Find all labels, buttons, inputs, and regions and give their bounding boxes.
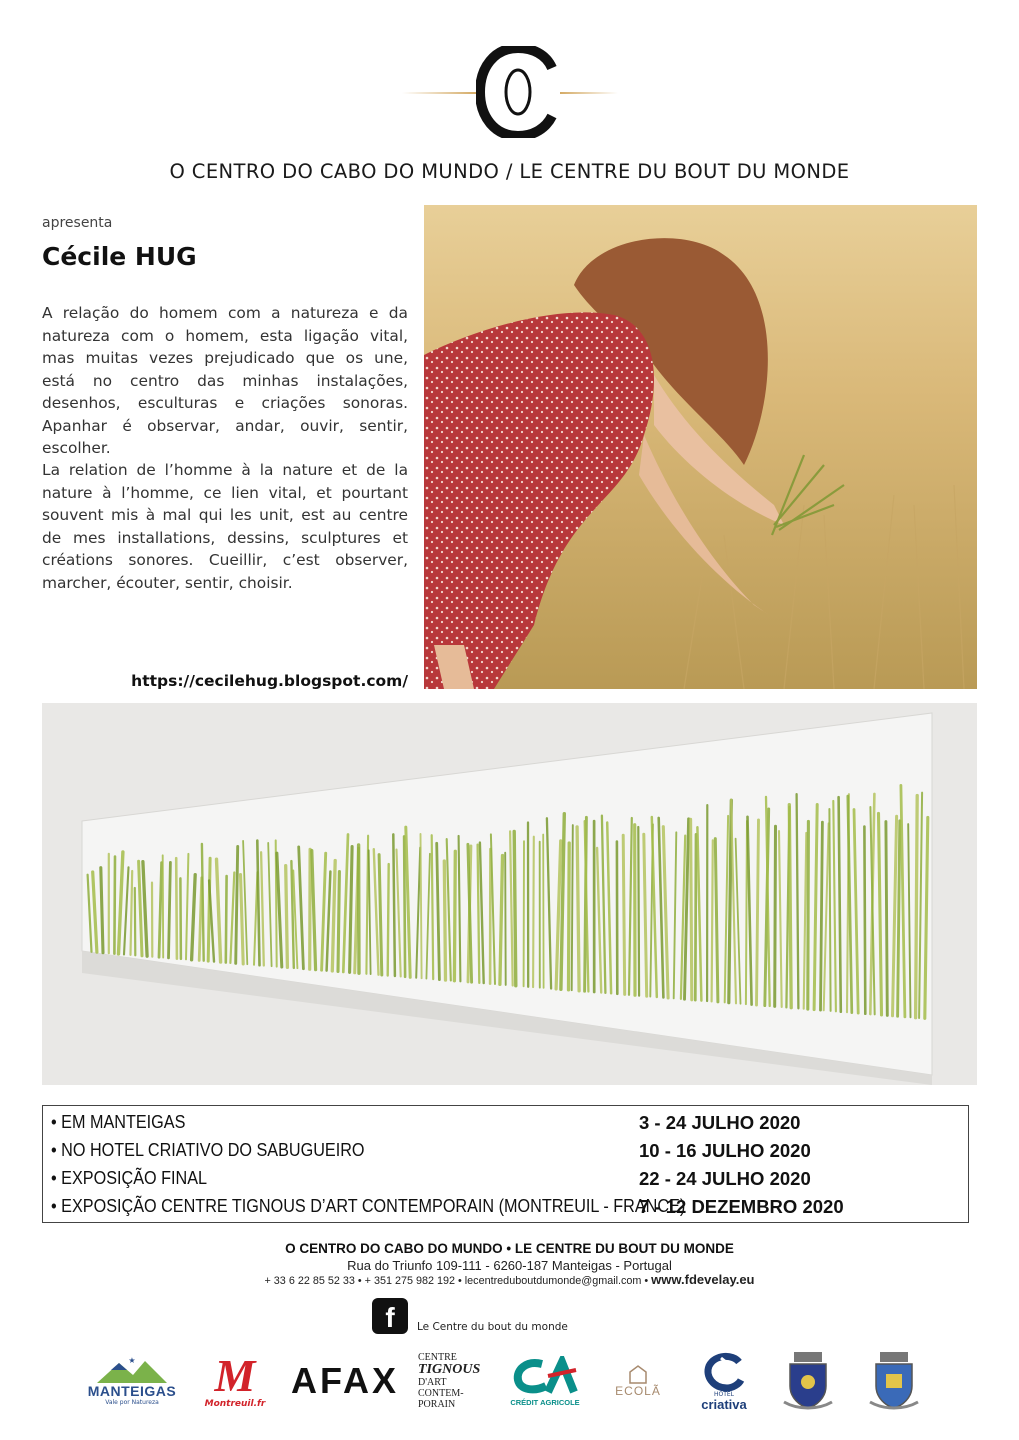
credit-agricole-logo: CRÉDIT AGRICOLE [500,1346,590,1416]
footer-contact-info: + 33 6 22 85 52 33 • + 351 275 982 192 • lecentreduboutdumonde@gmail.com • [264,1275,649,1287]
wheat-stalk [638,827,639,996]
wheat-stalk [691,819,692,1000]
logo-line-left [402,92,476,94]
footer-contacts [0,1272,1019,1287]
wheat-stalk [775,826,776,1006]
artist-field-photo [424,205,977,689]
wheat-stalk [864,827,865,1014]
wheat-installation-photo [42,703,977,1085]
coat-of-arms-1-icon [776,1346,840,1416]
event-label: • NO HOTEL CRIATIVO DO SABUGUEIRO [51,1140,365,1160]
paragraph-portuguese: A relação do homem com a natureza e da natureza com o homem, esta ligação vital, mas muitas vezes prejudicado que os une, está no centro das minhas instalações, desenhos, esculturas e criações sonoras. Apanhar é observar, andar, ouvir, sentir, escolher. [42,304,408,457]
wheat-stalk [886,822,887,1016]
paragraph-french: La relation de l’homme à la nature et de la nature à l’homme, ce lien vital, et pourtant souvent mis à mal qui les unit, est au centre de mes installations, dessins, sculptures et créations sonores. Cueillir, c’est observer, marcher, écouter, sentir, choisir. [42,461,408,592]
hotel-criativa-logo: HOTEL criativa [692,1346,756,1416]
wheat-stalk [695,834,696,1000]
wheat-stalk [533,837,534,987]
wheat-stalk [169,862,171,958]
page-title: O CENTRO DO CABO DO MUNDO / LE CENTRE DU BOUT DU MONDE [169,160,850,183]
footer-org: O CENTRO DO CABO DO MUNDO • LE CENTRE DU BOUT DU MONDE [285,1241,734,1256]
manteigas-mountain-icon [97,1357,167,1383]
wheat-stalk [135,888,136,955]
tignous-logo: CENTRE TIGNOUS D'ART CONTEM- PORAIN [418,1352,481,1410]
ecola-logo: ECOLÃ [608,1346,668,1416]
credit-agricole-icon [512,1356,578,1398]
artist-website-link[interactable]: https://cecilehug.blogspot.com/ [131,672,408,690]
wheat-stalk [746,821,747,1004]
montreuil-m-icon: M [214,1350,256,1401]
event-date: 3 - 24 JULHO 2020 [639,1112,801,1133]
wheat-stalk [821,822,823,1010]
wheat-stalk [388,864,389,975]
wheat-stalk [226,876,227,962]
logo-line-right [560,92,618,94]
wheat-stalk [505,853,506,985]
wheat-stalk [101,868,103,953]
wheat-stalk [176,858,177,958]
presents-label: apresenta [42,215,113,231]
wheat-stalk [114,857,115,954]
wheat-stalk [338,872,339,972]
wheat-stalk [808,821,809,1009]
centro-logo-icon [476,46,560,138]
wheat-stalk [454,851,455,981]
wheat-stalk [444,861,445,980]
wheat-stalk [393,834,395,976]
montreuil-logo: M Montreuil.fr [204,1350,266,1409]
ecola-house-icon [627,1364,649,1384]
wheat-stalk [712,840,713,1001]
wheat-stalk [757,820,759,1005]
wheat-stalk [572,825,573,990]
wheat-stalk [286,866,288,968]
coat-of-arms-2-icon [862,1346,926,1416]
wheat-stalk [432,835,434,979]
wheat-stalk [916,796,918,1018]
event-date: 10 - 16 JULHO 2020 [639,1140,811,1161]
event-label: • EM MANTEIGAS [51,1112,186,1132]
wheat-stalk [236,847,238,964]
wheat-stalk [569,843,570,990]
wheat-stalk [789,805,791,1008]
afax-logo: AFAX [290,1360,399,1401]
artist-name: Cécile HUG [42,242,197,271]
events-box [42,1105,969,1223]
wheat-stalk [514,831,516,985]
wheat-stalk [180,878,181,959]
facebook-icon[interactable]: f [372,1298,408,1334]
wheat-stalk [421,834,422,978]
wheat-stalk [829,809,830,1011]
wheat-stalk [163,855,164,957]
criativa-icon [701,1352,747,1392]
footer-address: Rua do Triunfo 109-111 - 6260-187 Manteigas - Portugal [347,1258,672,1273]
event-label: • EXPOSIÇÃO FINAL [51,1168,208,1188]
facebook-label[interactable]: Le Centre du bout du monde [417,1321,568,1333]
wheat-stalk [623,835,625,994]
event-date: 22 - 24 JULHO 2020 [639,1168,811,1189]
wheat-stalk [577,827,579,991]
svg-text:★: ★ [128,1356,136,1365]
footer-website-link[interactable]: www.fdevelay.eu [651,1272,755,1287]
event-date: 7 - 12 DEZEMBRO 2020 [639,1196,844,1217]
manteigas-logo: ★ MANTEIGAS Vale por Natureza [87,1356,177,1406]
wheat-stalk [404,836,405,976]
event-label: • EXPOSIÇÃO CENTRE TIGNOUS D’ART CONTEMPORAIN (MONTREUIL - FRANCE) [51,1196,686,1216]
